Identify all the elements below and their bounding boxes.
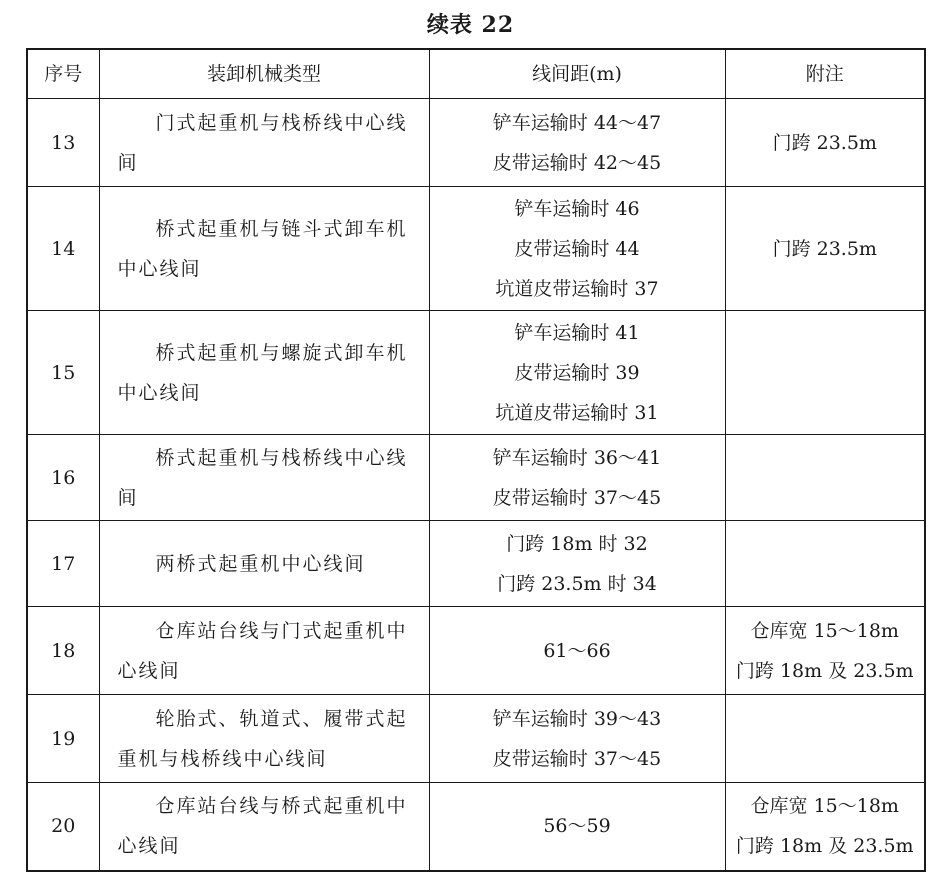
cell-distance-line: 56～59 <box>543 815 611 838</box>
cell-note-line: 仓库宽 15～18m <box>750 795 899 818</box>
table-row <box>27 99 925 187</box>
cell-distance <box>429 311 725 435</box>
cell-type-text: 两桥式起重机中心线间 <box>155 552 366 575</box>
cell-note <box>725 695 925 783</box>
cell-note-line: 门跨 18m 及 23.5m <box>735 835 914 858</box>
cell-distance-line: 坑道皮带运输时 31 <box>495 401 659 424</box>
cell-distance-line: 铲车运输时 41 <box>514 321 640 344</box>
cell-type <box>99 607 429 695</box>
cell-type-text: 仓库站台线与门式起重机中心线间 <box>117 619 408 682</box>
cell-type-text: 桥式起重机与栈桥线中心线间 <box>117 446 408 509</box>
cell-distance <box>429 187 725 311</box>
cell-note <box>725 311 925 435</box>
cell-type <box>99 783 429 871</box>
cell-distance-line: 皮带运输时 37～45 <box>492 486 662 509</box>
cell-type <box>99 311 429 435</box>
cell-distance-line: 门跨 23.5m 时 34 <box>497 572 657 595</box>
cell-distance-line: 铲车运输时 36～41 <box>492 446 662 469</box>
cell-note <box>725 521 925 607</box>
cell-distance-line: 铲车运输时 46 <box>514 197 640 220</box>
cell-note <box>725 187 925 311</box>
cell-seq: 16 <box>27 435 99 521</box>
header-distance: 线间距(m) <box>429 49 725 99</box>
cell-type-text: 桥式起重机与链斗式卸车机中心线间 <box>117 217 408 280</box>
cell-distance <box>429 695 725 783</box>
cell-note-line: 门跨 23.5m <box>772 131 877 154</box>
cell-distance-line: 皮带运输时 37～45 <box>492 747 662 770</box>
cell-distance <box>429 521 725 607</box>
cell-seq: 14 <box>27 187 99 311</box>
cell-type <box>99 695 429 783</box>
cell-distance <box>429 99 725 187</box>
header-row <box>27 49 925 99</box>
cell-note-line: 仓库宽 15～18m <box>750 619 899 642</box>
cell-distance-line: 皮带运输时 42～45 <box>492 151 662 174</box>
cell-note <box>725 435 925 521</box>
table-row <box>27 521 925 607</box>
cell-distance <box>429 435 725 521</box>
table-row <box>27 311 925 435</box>
cell-type-text: 仓库站台线与桥式起重机中心线间 <box>117 795 408 858</box>
cell-type <box>99 521 429 607</box>
cell-type <box>99 99 429 187</box>
cell-type <box>99 187 429 311</box>
cell-type-text: 桥式起重机与螺旋式卸车机中心线间 <box>117 341 408 404</box>
cell-distance-line: 铲车运输时 39～43 <box>492 707 662 730</box>
cell-seq: 17 <box>27 521 99 607</box>
cell-note <box>725 783 925 871</box>
cell-note <box>725 607 925 695</box>
cell-distance-line: 皮带运输时 44 <box>514 237 640 260</box>
table-row <box>27 695 925 783</box>
table-row <box>27 783 925 871</box>
header-type: 装卸机械类型 <box>99 49 429 99</box>
header-seq: 序号 <box>27 49 99 99</box>
cell-seq: 19 <box>27 695 99 783</box>
cell-distance <box>429 783 725 871</box>
cell-distance-line: 坑道皮带运输时 37 <box>495 277 659 300</box>
cell-note-line: 门跨 23.5m <box>772 237 877 260</box>
data-table <box>26 48 926 872</box>
cell-seq: 18 <box>27 607 99 695</box>
header-note: 附注 <box>725 49 925 99</box>
cell-distance-line: 皮带运输时 39 <box>514 361 640 384</box>
cell-distance-line: 铲车运输时 44～47 <box>492 111 662 134</box>
cell-type-text: 轮胎式、轨道式、履带式起重机与栈桥线中心线间 <box>117 707 408 770</box>
cell-type-text: 门式起重机与栈桥线中心线间 <box>117 111 408 174</box>
cell-seq: 15 <box>27 311 99 435</box>
cell-distance-line: 61～66 <box>543 639 611 662</box>
table-body <box>27 99 925 871</box>
table-title: 续表 22 <box>426 12 515 38</box>
cell-note-line: 门跨 18m 及 23.5m <box>735 659 914 682</box>
table-row <box>27 607 925 695</box>
cell-seq: 13 <box>27 99 99 187</box>
cell-seq: 20 <box>27 783 99 871</box>
cell-distance-line: 门跨 18m 时 32 <box>506 532 648 555</box>
table-row <box>27 435 925 521</box>
table-row <box>27 187 925 311</box>
cell-type <box>99 435 429 521</box>
cell-note <box>725 99 925 187</box>
cell-distance <box>429 607 725 695</box>
